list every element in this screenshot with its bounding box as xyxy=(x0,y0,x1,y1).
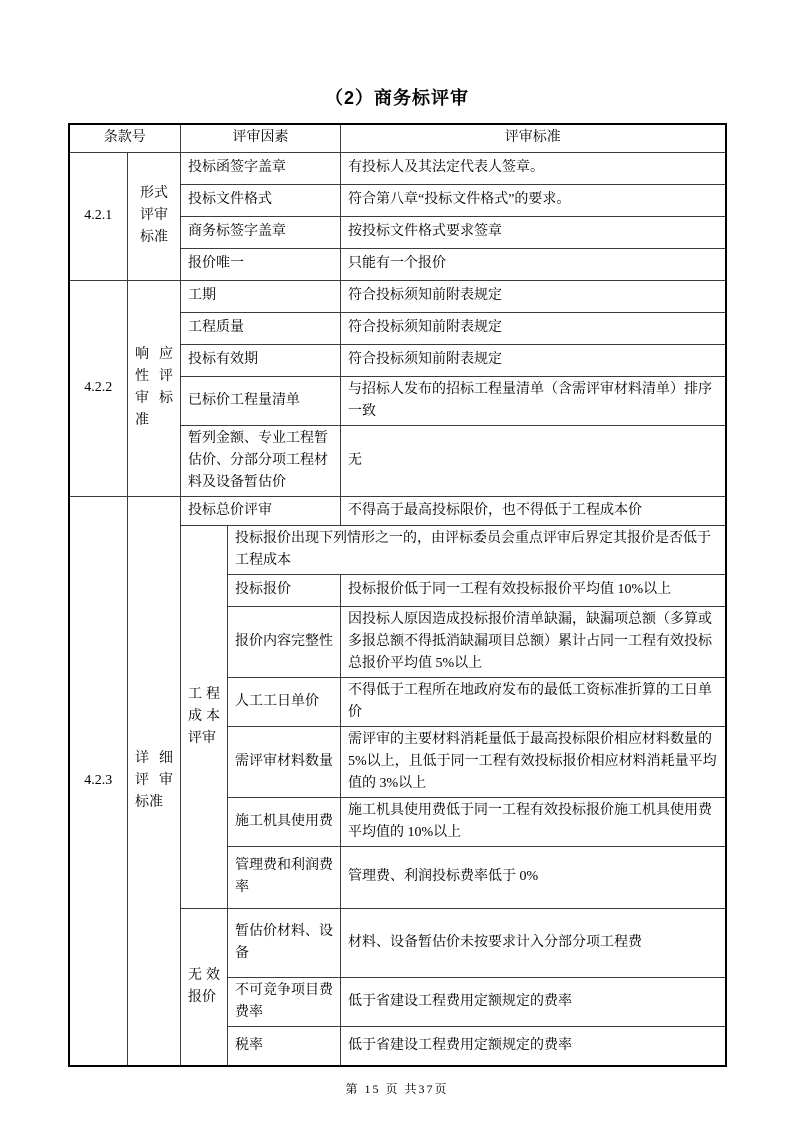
factor-cell: 施工机具使用费 xyxy=(228,797,341,846)
standard-cell: 材料、设备暂估价未按要求计入分部分项工程费 xyxy=(341,908,726,977)
page-number-footer: 第 15 页 共37页 xyxy=(345,1082,449,1096)
table-row xyxy=(69,152,726,184)
table-row xyxy=(69,280,726,312)
group-label-cost: 工程成本评审 xyxy=(181,525,228,908)
standard-cell: 不得低于工程所在地政府发布的最低工资标准折算的工日单价 xyxy=(341,677,726,726)
factor-cell: 人工工日单价 xyxy=(228,677,341,726)
factor-cell: 投标文件格式 xyxy=(181,184,341,216)
standard-cell: 无 xyxy=(341,425,726,496)
table-header-row xyxy=(69,124,726,152)
factor-cell: 投标报价 xyxy=(228,574,341,606)
factor-cell: 报价内容完整性 xyxy=(228,606,341,677)
evaluation-table xyxy=(68,123,727,1067)
clause-number-421: 4.2.1 xyxy=(69,152,128,280)
cost-note-cell: 投标报价出现下列情形之一的，由评标委员会重点评审后界定其报价是否低于工程成本 xyxy=(228,525,726,574)
clause-number-423: 4.2.3 xyxy=(69,496,128,1066)
standard-cell: 施工机具使用费低于同一工程有效投标报价施工机具使用费平均值的 10%以上 xyxy=(341,797,726,846)
factor-cell: 税率 xyxy=(228,1026,341,1066)
col-header-clause: 条款号 xyxy=(69,124,181,152)
standard-cell: 低于省建设工程费用定额规定的费率 xyxy=(341,977,726,1026)
standard-cell: 低于省建设工程费用定额规定的费率 xyxy=(341,1026,726,1066)
factor-cell: 投标有效期 xyxy=(181,344,341,376)
factor-cell: 商务标签字盖章 xyxy=(181,216,341,248)
factor-cell: 需评审材料数量 xyxy=(228,726,341,797)
standard-cell: 有投标人及其法定代表人签章。 xyxy=(341,152,726,184)
factor-cell: 投标总价评审 xyxy=(181,496,341,525)
factor-cell: 工程质量 xyxy=(181,312,341,344)
standard-cell: 因投标人原因造成投标报价清单缺漏，缺漏项总额（多算或多报总额不得抵消缺漏项目总额）累计占同一工程有效投标总报价平均值 5%以上 xyxy=(341,606,726,677)
standard-cell: 符合投标须知前附表规定 xyxy=(341,280,726,312)
standard-cell: 投标报价低于同一工程有效投标报价平均值 10%以上 xyxy=(341,574,726,606)
factor-cell: 报价唯一 xyxy=(181,248,341,280)
factor-cell: 暂列金额、专业工程暂估价、分部分项工程材料及设备暂估价 xyxy=(181,425,341,496)
col-header-factor: 评审因素 xyxy=(181,124,341,152)
standard-cell: 按投标文件格式要求签章 xyxy=(341,216,726,248)
table-row xyxy=(69,496,726,525)
factor-cell: 已标价工程量清单 xyxy=(181,376,341,425)
factor-cell: 不可竞争项目费费率 xyxy=(228,977,341,1026)
page-title: （2）商务标评审 xyxy=(324,88,469,108)
category-label-423: 详细评审标准 xyxy=(128,496,181,1066)
standard-cell: 管理费、利润投标费率低于 0% xyxy=(341,846,726,908)
standard-cell: 符合投标须知前附表规定 xyxy=(341,344,726,376)
standard-cell: 符合第八章“投标文件格式”的要求。 xyxy=(341,184,726,216)
standard-cell: 符合投标须知前附表规定 xyxy=(341,312,726,344)
category-label-421: 形式评审标准 xyxy=(128,152,181,280)
factor-cell: 暂估价材料、设备 xyxy=(228,908,341,977)
factor-cell: 管理费和利润费率 xyxy=(228,846,341,908)
category-label-422: 响应性评审标准 xyxy=(128,280,181,496)
standard-cell: 不得高于最高投标限价，也不得低于工程成本价 xyxy=(341,496,726,525)
col-header-standard: 评审标准 xyxy=(341,124,726,152)
standard-cell: 与招标人发布的招标工程量清单（含需评审材料清单）排序一致 xyxy=(341,376,726,425)
standard-cell: 需评审的主要材料消耗量低于最高投标限价相应材料数量的5%以上，且低于同一工程有效投标报价相应材料消耗量平均值的 3%以上 xyxy=(341,726,726,797)
group-label-invalid: 无效报价 xyxy=(181,908,228,1066)
factor-cell: 工期 xyxy=(181,280,341,312)
standard-cell: 只能有一个报价 xyxy=(341,248,726,280)
factor-cell: 投标函签字盖章 xyxy=(181,152,341,184)
clause-number-422: 4.2.2 xyxy=(69,280,128,496)
